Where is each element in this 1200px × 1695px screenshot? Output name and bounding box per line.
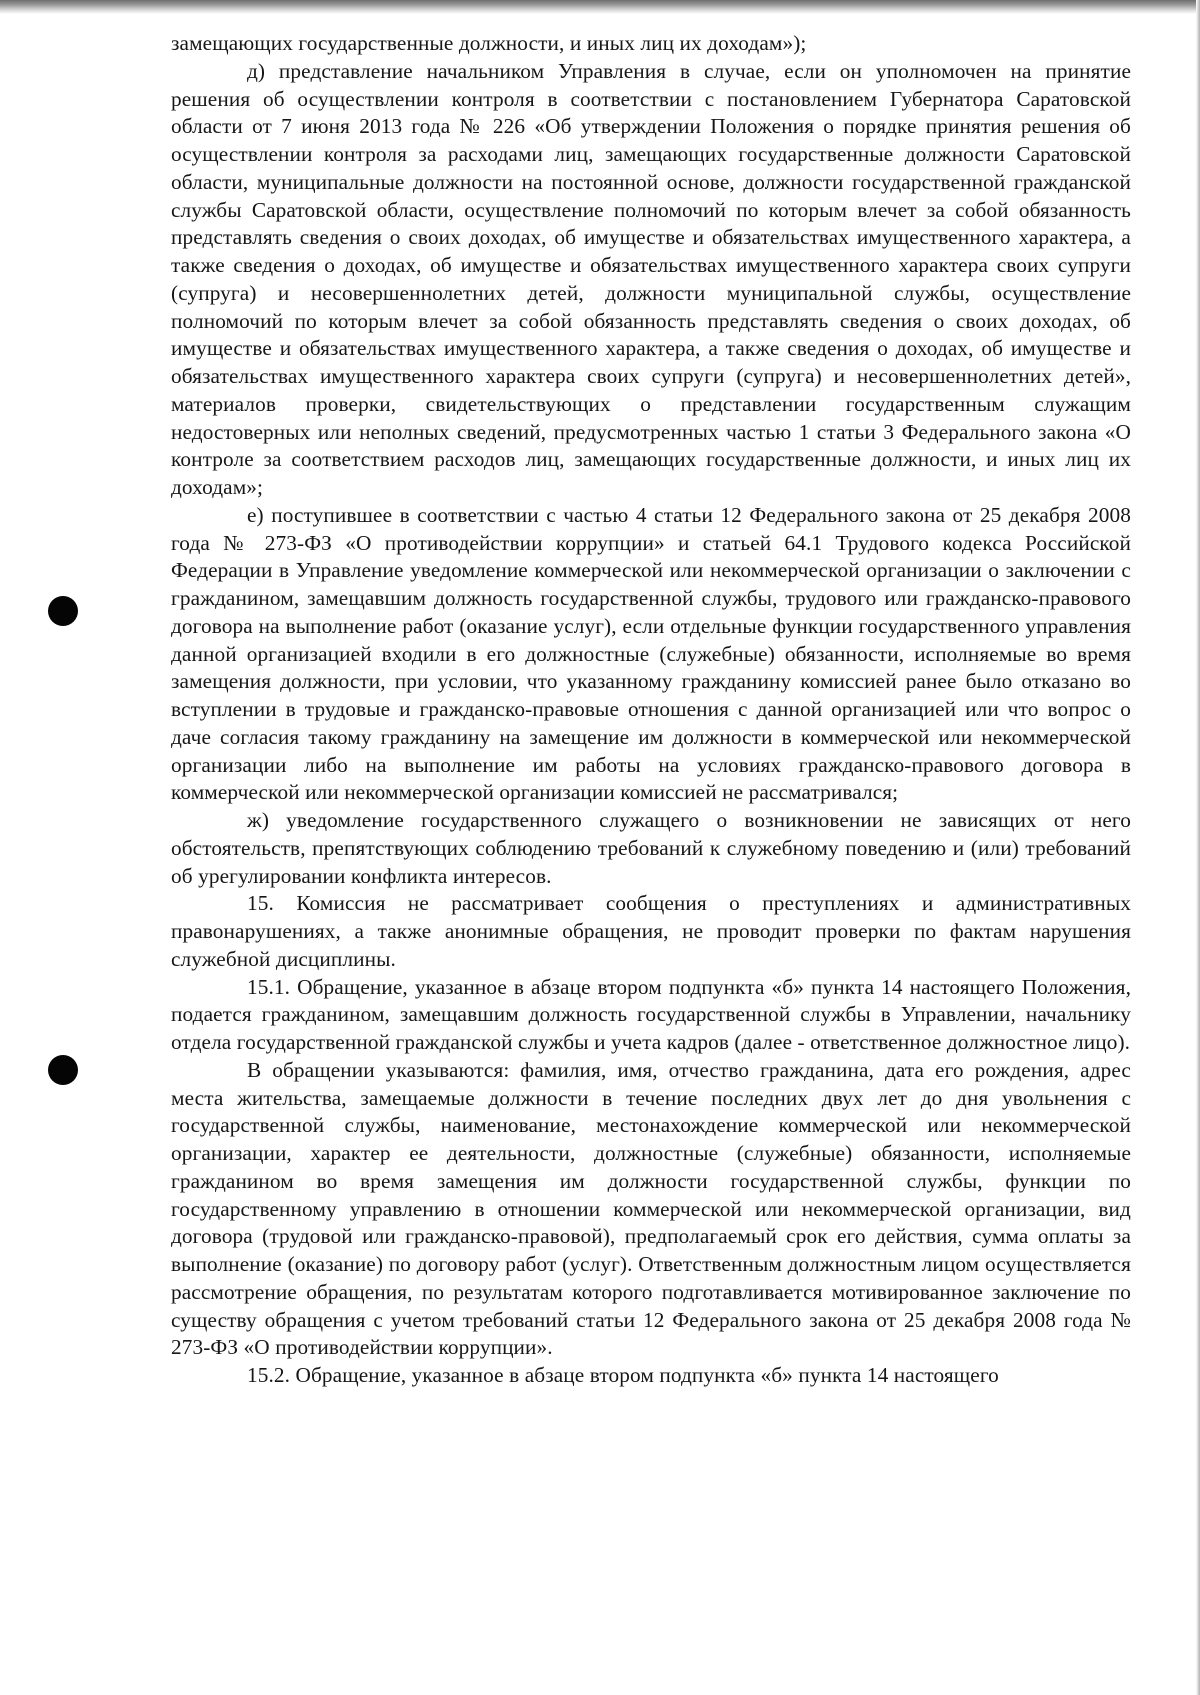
punch-hole [48,596,78,626]
scan-right-edge [1196,0,1200,1695]
scan-top-edge [0,0,1200,14]
paragraph-continuation: замещающих государственные должности, и иных лиц их доходам»); [171,31,807,55]
paragraph-clause-15: 15. Комиссия не рассматривает сообщения о преступлениях и административных правонарушениях, а также анонимные обращения, не проводит проверки по фактам нарушения служебной дисциплины. [171,891,1131,971]
paragraph-item-d: д) представление начальником Управления в случае, если он уполномочен на принятие решения об осуществлении контроля в соответствии с постановлением Губернатора Саратовской области от 7 июня 2013 года № 226 «Об утверждении Положения о порядке принятия решения об осуществлении контроля за расходами лиц, замещающих государственные должности Саратовской области, муниципальные должности на постоянной основе, должности государственной гражданской службы Саратовской области, осуществление полномочий по которым влечет за собой обязанность представлять сведения о своих доходах, об имуществе и обязательствах имущественного характера, а также сведения о доходах, об имуществе и обязательствах имущественного характера своих супруги (супруга) и несовершеннолетних детей, должности муниципальной службы, осуществление полномочий по которым влечет за собой обязанность представлять сведения о своих доходах, об имуществе и обязательствах имущественного характера, а также сведения о доходах, об имуществе и обязательствах имущественного характера своих супруги (супруга) и несовершеннолетних детей», материалов проверки, свидетельствующих о представлении государственным служащим недостоверных или неполных сведений, предусмотренных частью 1 статьи 3 Федерального закона «О контроле за соответствием расходов лиц, замещающих государственные должности, и иных лиц их доходам»; [171,58,1131,499]
document-page [171,30,1131,1390]
paragraph-item-zh: ж) уведомление государственного служащего о возникновении не зависящих от него обстоятельств, препятствующих соблюдению требований к служебному поведению и (или) требований об урегулировании конфликта интересов. [171,808,1131,888]
paragraph-clause-15-1: 15.1. Обращение, указанное в абзаце втором подпункта «б» пункта 14 настоящего Положения, подается гражданином, замещавшим должность государственной службы в Управлении, начальнику отдела государственной гражданской службы и учета кадров (далее - ответственное должностное лицо). [171,974,1131,1054]
paragraph-item-e: е) поступившее в соответствии с частью 4 статьи 12 Федерального закона от 25 декабря 2008 года № 273-ФЗ «О противодействии коррупции» и статьей 64.1 Трудового кодекса Российской Федерации в Управление уведомление коммерческой или некоммерческой организации о заключении с гражданином, замещавшим должность государственной службы, трудового или гражданско-правового договора на выполнение работ (оказание услуг), если отдельные функции государственного управления данной организацией входили в его должностные (служебные) обязанности, исполняемые во время замещения должности, при условии, что указанному гражданину комиссией ранее было отказано во вступлении в трудовые и гражданско-правовые отношения с данной организацией или что вопрос о даче согласия такому гражданину на замещение им должности в коммерческой или некоммерческой организации либо на выполнение им работы на условиях гражданско-правового договора в коммерческой или некоммерческой организации комиссией не рассматривался; [171,502,1131,805]
punch-hole [48,1055,78,1085]
paragraph-appeal-contents: В обращении указываются: фамилия, имя, отчество гражданина, дата его рождения, адрес места жительства, замещаемые должности в течение последних двух лет до дня увольнения с государственной службы, наименование, местонахождение коммерческой или некоммерческой организации, характер ее деятельности, должностные (служебные) обязанности, исполняемые гражданином во время замещения им должности государственной службы, функции по государственному управлению в отношении коммерческой или некоммерческой организации, вид договора (трудовой или гражданско-правовой), предполагаемый срок его действия, сумма оплаты за выполнение (оказание) по договору работ (услуг). Ответственным должностным лицом осуществляется рассмотрение обращения, по результатам которого подготавливается мотивированное заключение по существу обращения с учетом требований статьи 12 Федерального закона от 25 декабря 2008 года № 273-ФЗ «О противодействии коррупции». [171,1057,1131,1360]
paragraph-clause-15-2: 15.2. Обращение, указанное в абзаце втором подпункта «б» пункта 14 настоящего [247,1363,999,1387]
